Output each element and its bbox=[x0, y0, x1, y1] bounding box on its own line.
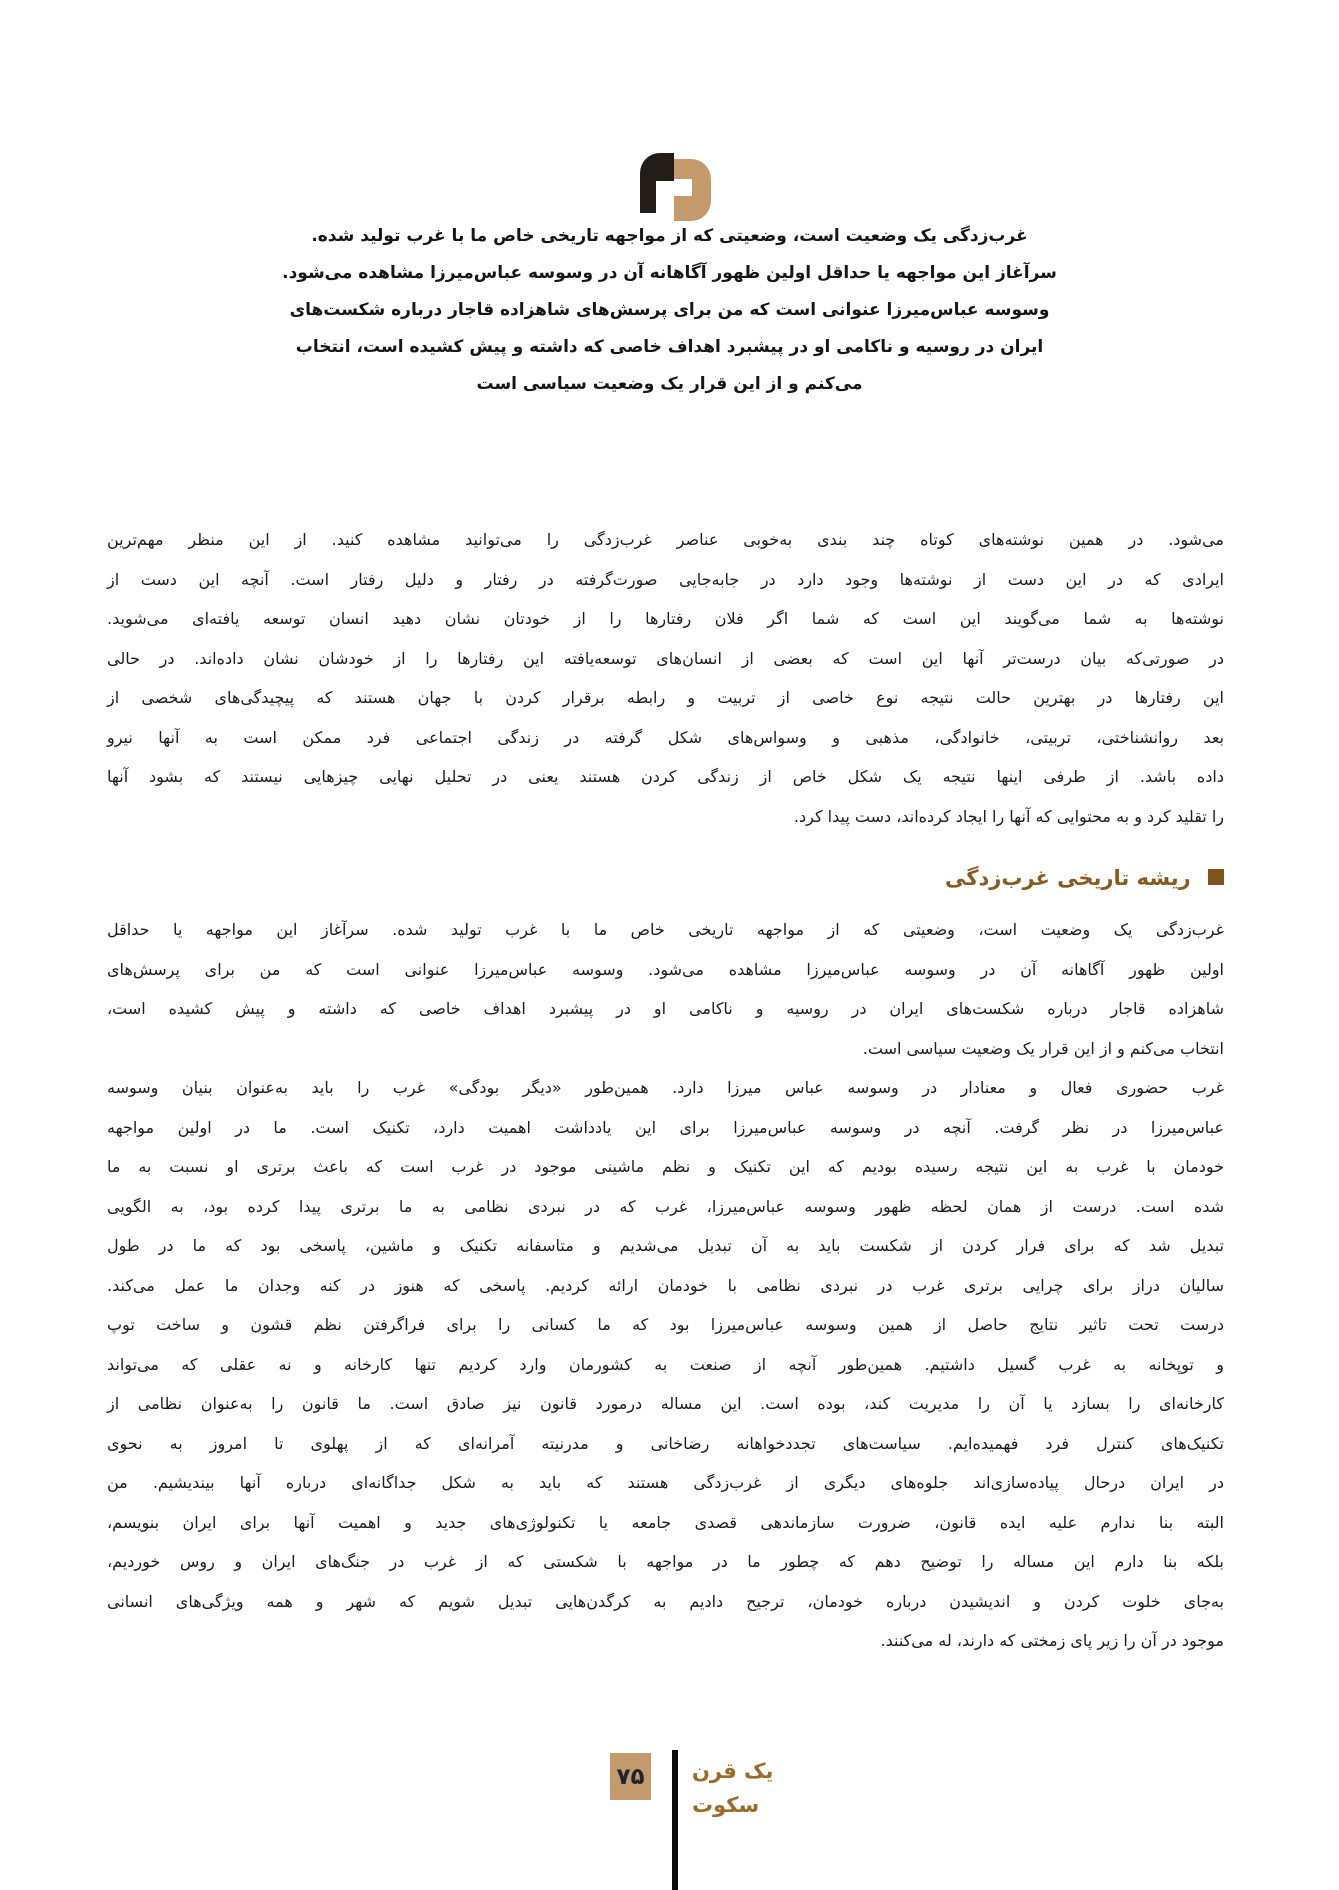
page-footer bbox=[610, 1750, 773, 1890]
text-line: کارخانه‌ای را بسازد یا آن را مدیریت کند، بوده است. این مساله درمورد قانون نیز صادق است. ما قانون را به‌عنوان نظامی از bbox=[107, 1394, 1224, 1413]
book-title bbox=[692, 1754, 773, 1822]
text-line: در صورتی‌که بیان درست‌تر آنها این است که بعضی از انسان‌های توسعه‌یافته این رفتارها را از خودشان نشان داده‌اند. در حالی bbox=[107, 648, 1224, 668]
book-title-line-2: سکوت bbox=[692, 1793, 760, 1817]
text-line: سرآغاز این مواجهه یا حداقل اولین ظهور آگاهانه آن در وسوسه عباس‌میرزا مشاهده می‌شود. bbox=[282, 263, 1057, 283]
text-line: ایرادی که در این دست از نوشته‌ها وجود دارد در جابه‌جایی صورت‌گرفته در رفتار و دلیل رفتار است. آنچه این دست از bbox=[107, 569, 1224, 589]
text-line: بلکه بنا دارم این مساله را توضیح دهم که چطور ما در مواجهه با شکستی که از غرب در جنگ‌های ایران و روس خوردیم، bbox=[107, 1552, 1224, 1571]
text-line: انتخاب می‌کنم و از این قرار یک وضعیت سیاسی است. bbox=[862, 1038, 1224, 1058]
text-line: در ایران درحال پیاده‌سازی‌اند جلوه‌های دیگری از غرب‌زدگی هستند که باید به شکل جداگانه‌ای درباره آنها بیندیشیم. من bbox=[107, 1473, 1224, 1492]
text-line: تکنیک‌های کنترل فرد فهمیده‌ایم. سیاست‌های تجددخواهانه رضاخانی و مدرنیته آمرانه‌ای که از پهلوی تا امروز به نحوی bbox=[107, 1433, 1224, 1453]
section-heading-text: ریشه تاریخی غرب‌زدگی bbox=[945, 866, 1191, 890]
text-line: بعد روانشناختی، تربیتی، خانوادگی، مذهبی و وسواس‌های شکل گرفته در زندگی اجتماعی فرد ممکن است به آنها نیرو bbox=[107, 727, 1224, 747]
text-line: عباس‌میرزا در نظر گرفت. آنچه در وسوسه عباس‌میرزا برای این یادداشت اهمیت دارد، تکنیک است. ما در اولین مواجهه bbox=[107, 1117, 1224, 1137]
text-line: داده باشد. از طرفی اینها نتیجه یک شکل خاص از زندگی کردن هستند یعنی در تحلیل نهایی چیزهایی نیستند که بشود آنها bbox=[107, 767, 1224, 786]
publisher-logo bbox=[640, 153, 711, 221]
section-heading bbox=[107, 858, 1224, 898]
text-line: نوشته‌ها به شما می‌گویند این است که شما اگر فلان رفتارها را از خودتان نشان دهید انسان توسعه یافته‌ای می‌شوید. bbox=[107, 609, 1224, 628]
text-line: و توپخانه به غرب گسیل داشتیم. همین‌طور آنچه از صنعت به کشورمان وارد کردیم تنها کارخانه و نه عقلی که می‌تواند bbox=[107, 1354, 1224, 1374]
square-bullet-icon bbox=[1208, 869, 1224, 885]
footer-divider-line bbox=[672, 1750, 678, 1890]
book-title-line-1: یک قرن bbox=[692, 1759, 774, 1783]
text-line: غرب‌زدگی یک وضعیت است، وضعیتی که از مواجهه تاریخی خاص ما با غرب تولید شده. سرآغاز این مواجهه یا حداقل bbox=[107, 920, 1224, 939]
text-line: شاهزاده قاجار درباره شکست‌های ایران در روسیه و ناکامی او در پیشبرد اهداف خاصی که داشته و پیش کشیده است، bbox=[107, 999, 1224, 1018]
text-line: درست تحت تاثیر نتایج حاصل از همین وسوسه عباس‌میرزا بود که ما کسانی را برای فراگرفتن نظم قشون و ساخت توپ bbox=[107, 1315, 1224, 1334]
page-number-badge: ۷۵ bbox=[610, 1753, 651, 1800]
text-line: غرب حضوری فعال و معنادار در وسوسه عباس میرزا دارد. همین‌طور «دیگر بودگی» غرب را باید به‌عنوان بنیان وسوسه bbox=[107, 1078, 1224, 1097]
body-paragraph-intro bbox=[107, 520, 1224, 836]
text-line: به‌جای خلوت کردن و اندیشیدن درباره خودمان، ترجیح دادیم به کرگدن‌هایی تبدیل شویم که شهر و همه ویژگی‌های انسانی bbox=[107, 1591, 1224, 1611]
quote-mark-tan-icon bbox=[674, 159, 711, 221]
text-line: ایران در روسیه و ناکامی او در پیشبرد اهداف خاصی که داشته و پیش کشیده است، انتخاب bbox=[295, 337, 1044, 357]
text-line: موجود در آن را زیر پای زمختی که دارند، له می‌کنند. bbox=[880, 1631, 1224, 1650]
text-line: شده است. درست از همان لحظه ظهور وسوسه عباس‌میرزا، غرب که در نبردی نظامی به ما برتری پیدا کرده بود، به الگویی bbox=[107, 1196, 1224, 1216]
text-line: خودمان با غرب به این نتیجه رسیده بودیم که این تکنیک و نظم ماشینی موجود در غرب است که باعث برتری او نسبت به ما bbox=[107, 1157, 1224, 1176]
text-line: می‌کنم و از این قرار یک وضعیت سیاسی است bbox=[476, 374, 863, 394]
text-line: غرب‌زدگی یک وضعیت است، وضعیتی که از مواجهه تاریخی خاص ما با غرب تولید شده. bbox=[311, 226, 1028, 246]
body-paragraph-abbas-mirza bbox=[107, 1068, 1224, 1661]
text-line: سالیان دراز برای چرایی برتری غرب در نبردی نظامی با خودمان ارائه کردیم. پاسخی که هنوز در کنه وجدان ما عمل می‌کند. bbox=[107, 1275, 1224, 1295]
body-paragraph-historical-root bbox=[107, 910, 1224, 1068]
text-line: البته بنا ندارم علیه ایده قانون، ضرورت سازماندهی قصدی جامعه یا تکنولوژی‌های جدید و اهمیت آنها برای ایران بنویسم، bbox=[107, 1512, 1224, 1532]
text-line: را تقلید کرد و به محتوایی که آنها را ایجاد کرده‌اند، دست پیدا کرد. bbox=[793, 806, 1224, 826]
text-line: این رفتارها در بهترین حالت نتیجه نوع خاصی از تربیت و رابطه برقرار کردن با جهان هستند که پیچیدگی‌های شخصی از bbox=[107, 688, 1224, 707]
quote-mark-dark-icon bbox=[640, 153, 674, 213]
pull-quote bbox=[233, 218, 1106, 403]
text-line: می‌شود. در همین نوشته‌های کوتاه چند بندی به‌خوبی عناصر غرب‌زدگی را می‌توانید مشاهده کنید. از این منظر مهم‌ترین bbox=[107, 530, 1224, 549]
text-line: وسوسه عباس‌میرزا عنوانی است که من برای پرسش‌های شاهزاده قاجار درباره شکست‌های bbox=[289, 300, 1050, 320]
text-line: تبدیل شد که برای فرار کردن از شکست باید به آن تبدیل می‌شدیم و متاسفانه تکنیک و ماشین، پاسخی بود که ما در طول bbox=[107, 1236, 1224, 1255]
text-line: اولین ظهور آگاهانه آن در وسوسه عباس‌میرزا مشاهده می‌شود. وسوسه عباس‌میرزا عنوانی است که من برای پرسش‌های bbox=[107, 959, 1224, 979]
